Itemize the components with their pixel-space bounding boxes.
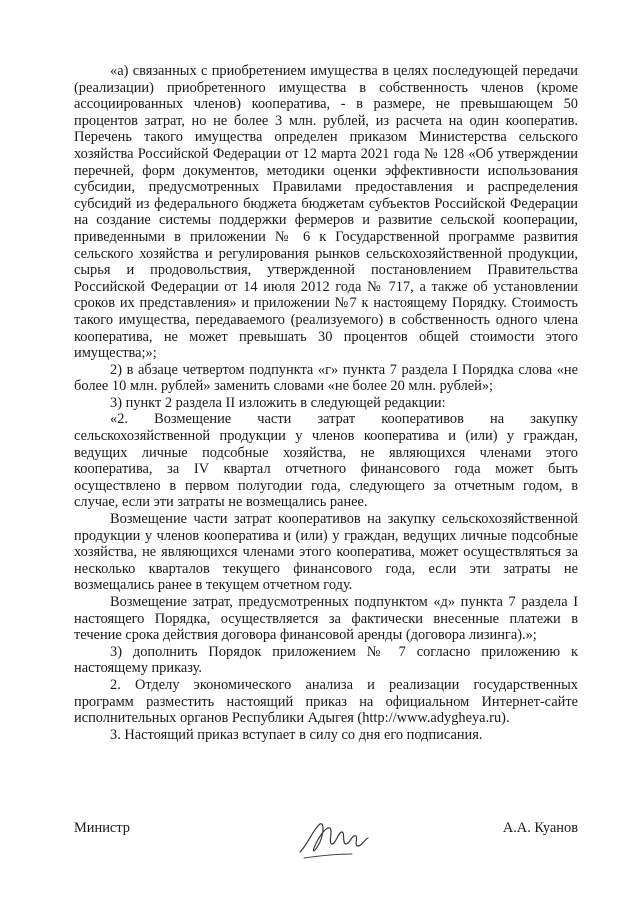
paragraph-appendix-7: 3) дополнить Порядок приложением № 7 согласно приложению к настоящему приказу. bbox=[74, 643, 578, 677]
paragraph-amendment-2: 2) в абзаце четвертом подпункта «г» пункта 7 раздела I Порядка слова «не более 10 млн. рублей» заменить словами «не более 20 млн. рублей»; bbox=[74, 361, 578, 395]
handwritten-signature bbox=[294, 814, 374, 864]
signatory-title: Министр bbox=[74, 820, 130, 836]
signature-block bbox=[74, 820, 578, 880]
signatory-name: А.А. Куанов bbox=[502, 820, 578, 836]
paragraph-new-point-2: «2. Возмещение части затрат кооперативов на закупку сельскохозяйственной продукции у членов кооператива и (или) у граждан, ведущих личные подсобные хозяйства, не являющихся членами этого кооператива, за IV квартал отчетного финансового года может быть осуществлено в первом полугодии года, следующего за отчетным годом, в случае, если эти затраты не возмещались ранее. bbox=[74, 411, 578, 511]
document-body bbox=[74, 63, 578, 743]
paragraph-reimbursement-quarters: Возмещение части затрат кооперативов на закупку сельскохозяйственной продукции у членов кооператива и (или) у граждан, ведущих личные подсобные хозяйства, не являющихся членами этого кооператива, может осуществляться за несколько кварталов текущего финансового года, если эти затраты не возмещались ранее в текущем отчетном году. bbox=[74, 511, 578, 594]
paragraph-effective-date: 3. Настоящий приказ вступает в силу со дня его подписания. bbox=[110, 726, 483, 743]
paragraph-publication: 2. Отделу экономического анализа и реализации государственных программ разместить настоящий приказ на официальном Интернет-сайте исполнительных органов Республики Адыгея (http://www.adygheya.ru). bbox=[74, 676, 578, 727]
paragraph-reimbursement-leasing: Возмещение затрат, предусмотренных подпунктом «д» пункта 7 раздела I настоящего Порядка, осуществляется за фактически внесенные платежи в течение срока действия договора финансовой аренды (договора лизинга).»; bbox=[74, 594, 578, 644]
paragraph-item-a: «а) связанных с приобретением имущества в целях последующей передачи (реализации) приобретенного имущества в собственность членов (кроме ассоциированных членов) кооператива, - в размере, не превышающем 50 процентов затрат, но не более 3 млн. рублей, из расчета на один кооператив. Перечень такого имущества определен приказом Министерства сельского хозяйства Российской Федерации от 12 марта 2021 года № 128 «Об утверждении перечней, форм документов, методики оценки эффективности использования субсидии, предусмотренных Правилами предоставления и распределения субсидий из федерального бюджета бюджетам субъектов Российской Федерации на создание системы поддержки фермеров и развитие сельской кооперации, приведенными в приложении № 6 к Государственной программе развития сельского хозяйства и регулирования рынков сельскохозяйственной продукции, сырья и продовольствия, утвержденной постановлением Правительства Российской Федерации от 14 июля 2012 года № 717, а также об установлении сроков их представления» и приложении №7 к настоящему Порядку. Стоимость такого имущества, передаваемого (реализуемого) в собственность одного члена кооператива, не может превышать 30 процентов общей стоимости этого имущества;»; bbox=[74, 63, 578, 362]
paragraph-amendment-3: 3) пункт 2 раздела II изложить в следующей редакции: bbox=[110, 394, 446, 411]
